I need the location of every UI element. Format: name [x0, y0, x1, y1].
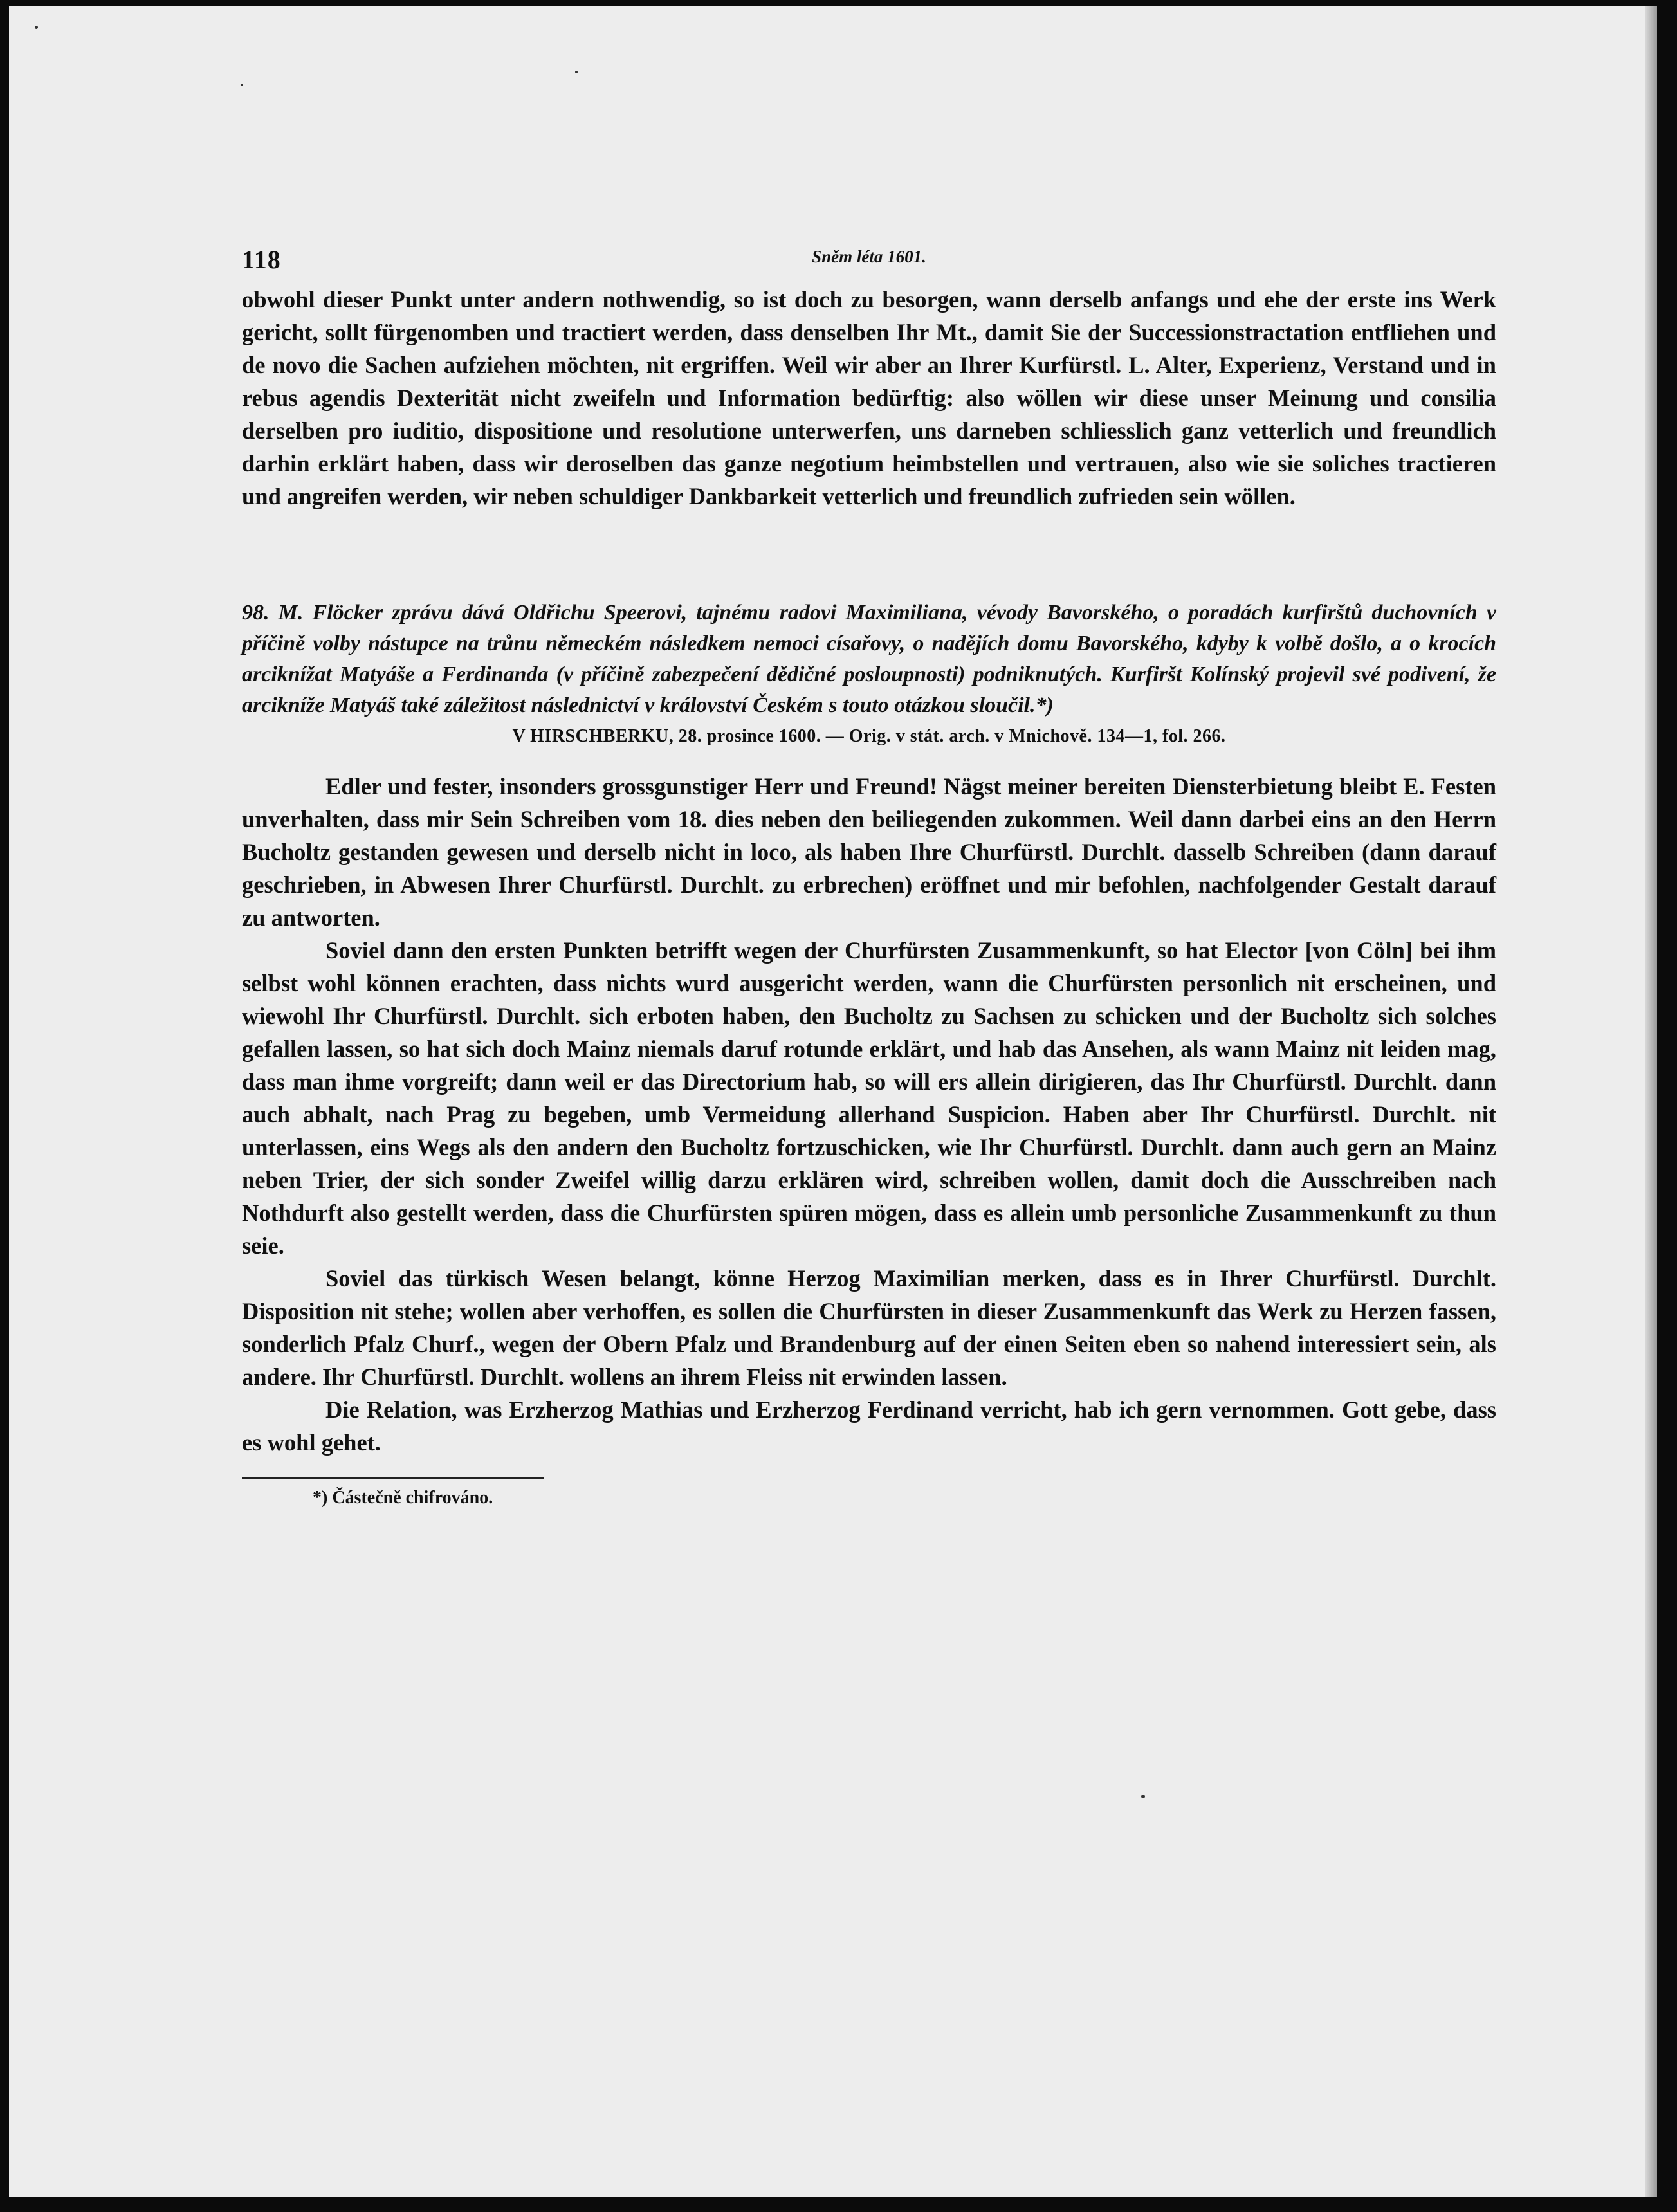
opening-paragraph: obwohl dieser Punkt unter andern nothwendig, so ist doch zu besorgen, wann derselb anfangs und ehe der erste ins Werk gericht, sollt fürgenomben und tractiert werden, dass denselben Ihr Mt., damit Sie der Successionstractation entfliehen und de novo die Sachen aufziehen möchten, nit ergriffen. Weil wir aber an Ihrer Kurfürstl. L. Alter, Experienz, Verstand und in rebus agendis Dexterität nicht zweifeln und Information bedürftig: also wöllen wir diese unser Meinung und consilia derselben pro iuditio, dispositione und resolutione unterwerfen, uns darneben schliesslich ganz vetterlich und freundlich darhin erklärt haben, dass wir deroselben das ganze negotium heimbstellen und vertrauen, also wie sie soliches tractieren und angreifen werden, wir neben schuldiger Dankbarkeit vetterlich und freundlich zufrieden sein wöllen. — [242, 286, 1496, 509]
body-paragraph: Die Relation, was Erzherzog Mathias und Erzherzog Ferdinand verricht, hab ich gern vernommen. Gott gebe, dass es wohl gehet. — [242, 1396, 1496, 1456]
document-heading — [242, 598, 1496, 721]
document-source: V HIRSCHBERKU, 28. prosince 1600. — Orig. v stát. arch. v Mnichově. 134—1, fol. 266. — [512, 726, 1226, 746]
scan-speck — [35, 26, 38, 29]
footnote-rule — [242, 1477, 544, 1479]
scanned-page — [9, 6, 1657, 2197]
scan-speck — [241, 84, 243, 86]
page-number: 118 — [242, 245, 281, 274]
body-paragraph: Soviel dann den ersten Punkten betrifft wegen der Churfürsten Zusammenkunft, so hat Elector [von Cöln] bei ihm selbst wohl können erachten, dass nichts wurd ausgericht werden, wann die Churfürsten personlich nit erscheinen, und wiewohl Ihr Churfürstl. Durchlt. sich erboten haben, den Bucholtz zu Sachsen zu schicken und der Bucholtz sich solches gefallen lassen, so hat sich doch Mainz niemals daruf rotunde erklärt, und hab das Ansehen, als wann Mainz nit leiden mag, dass man ihme vorgreift; dann weil er das Directorium hab, so will ers allein dirigieren, das Ihr Churfürstl. Durchlt. dann auch abhalt, nach Prag zu begeben, umb Vermeidung allerhand Suspicion. Haben aber Ihr Churfürstl. Durchlt. nit unterlassen, eins Wegs als den andern den Bucholtz fortzuschicken, wie Ihr Churfürstl. Durchlt. dann auch gern an Mainz neben Trier, der sich sonder Zweifel willig darzu erklären wird, schreiben wollen, damit doch die Ausschreiben nach Nothdurft also gestellt werden, dass die Churfürsten spüren mögen, dass es allein umb personliche Zusammenkunft zu thun seie. — [242, 937, 1496, 1259]
document-summary: M. Flöcker zprávu dává Oldřichu Speerovi, tajnému radovi Maximiliana, vévody Bavorského, o poradách kurfirštů duchovních v příčině volby nástupce na trůnu německém následkem nemoci císařovy, o nadějích domu Bavorského, kdyby k volbě došlo, a o krocích arciknížat Matyáše a Ferdinanda (v příčině zabezpečení dědičné posloupnosti) podniknutých. Kurfiršt Kolínský projevil své podivení, že arcikníže Matyáš také záležitost následnictví v království Českém s touto otázkou sloučil.*) — [242, 601, 1496, 717]
section-gap — [242, 513, 1496, 598]
running-head — [242, 244, 1496, 283]
body-paragraph: Soviel das türkisch Wesen belangt, könne Herzog Maximilian merken, dass es in Ihrer Churfürstl. Durchlt. Disposition nit stehe; wollen aber verhoffen, es sollen die Churfürsten in dieser Zusammenkunft das Werk zu Herzen fassen, sonderlich Pfalz Churf., wegen der Obern Pfalz und Brandenburg auf der einen Seiten eben so nahend interessiert sein, als andere. Ihr Churfürstl. Durchlt. wollens an ihrem Fleiss nit erwinden lassen. — [242, 1265, 1496, 1390]
running-title: Sněm léta 1601. — [812, 247, 926, 266]
body-paragraph: Edler und fester, insonders grossgunstiger Herr und Freund! Nägst meiner bereiten Diensterbietung bleibt E. Festen unverhalten, dass mir Sein Schreiben vom 18. dies neben den beiliegenden zukommen. Weil dann darbei eins an den Herrn Bucholtz gestanden gewesen und derselb nicht in loco, als haben Ihre Churfürstl. Durchlt. dasselb Schreiben (dann darauf geschrieben, in Abwesen Ihrer Churfürstl. Durchlt. zu erbrechen) eröffnet und mir befohlen, nachfolgender Gestalt darauf zu antworten. — [242, 773, 1496, 931]
page-content — [242, 244, 1496, 1508]
scan-speck — [1141, 1795, 1145, 1798]
scan-edge — [1645, 6, 1657, 2197]
document-number: 98. — [242, 601, 270, 625]
scan-speck — [575, 71, 578, 73]
footnote: *) Částečně chifrováno. — [313, 1488, 493, 1508]
